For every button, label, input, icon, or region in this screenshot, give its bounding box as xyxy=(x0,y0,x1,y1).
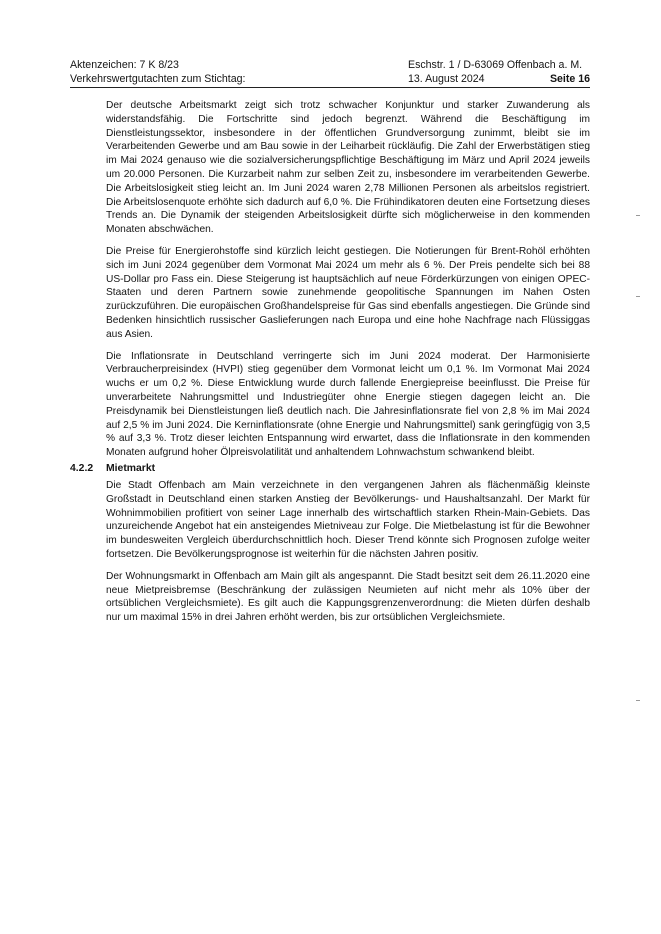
header-row-1 xyxy=(70,58,590,72)
page-header xyxy=(70,58,590,88)
section-title: Mietmarkt xyxy=(106,463,156,474)
page-number: Seite 16 xyxy=(549,73,590,85)
section-number: 4.2.2 xyxy=(70,463,94,474)
margin-mark xyxy=(636,296,640,297)
margin-mark xyxy=(636,215,640,216)
report-title: Verkehrswertgutachten zum Stichtag: xyxy=(70,73,246,85)
header-row-2 xyxy=(70,72,590,88)
paragraph-rent-control: Der Wohnungsmarkt in Offenbach am Main gilt als angespannt. Die Stadt besitzt seit dem 26.11.2020 eine neue Mietpreisbremse (Beschränkung der zulässigen Neumieten auf nicht mehr als 10% über der ortsüblichen Vergleichsmiete). Es gilt auch die Kappungsgrenzenverordnung: die Mieten dürfen deshalb nur um maximal 15% in drei Jahren erhöht werden, bis zur ortsüblichen Vergleichsmiete. xyxy=(106,570,590,624)
section-rental-market xyxy=(70,462,590,633)
paragraph-labor-market: Der deutsche Arbeitsmarkt zeigt sich trotz schwacher Konjunktur und starker Zuwanderung als widerstandsfähig. Die Fortschritte sind jedoch begrenzt. Während die Beschäftigung im Dienstleistungssektor, insbesondere in der öffentlichen Grundversorgung zunimmt, bleibt sie im Verarbeitenden Gewerbe und am Bau sowie in der Leiharbeit rückläufig. Die Zahl der Erwerbstätigen stieg im Mai 2024 genauso wie die sozialversicherungspflichtige Beschäftigung im März und April 2024 jeweils um 20.000 Personen. Die Kurzarbeit nahm zur selben Zeit zu, insbesondere im verarbeitenden Gewerbe. Die Arbeitslosigkeit stieg leicht an. Im Juni 2024 waren 2,78 Millionen Personen als arbeitslos registriert. Die Arbeitslosenquote erhöhte sich dadurch auf 6,0 %. Die Frühindikatoren deuten eine Fortsetzung dieses Trends an. Die Dynamik der steigenden Arbeitslosigkeit dürfte sich möglicherweise in den kommenden Monaten abschwächen. xyxy=(106,100,590,236)
office-address: Eschstr. 1 / D-63069 Offenbach a. M. xyxy=(408,59,583,71)
body-text xyxy=(106,99,590,468)
paragraph-energy-prices: Die Preise für Energierohstoffe sind kürzlich leicht gestiegen. Die Notierungen für Brent-Rohöl erhöhten sich im Juni 2024 gegenüber dem Vormonat Mai 2024 um mehr als 6 %. Der Preis pendelte sich bei 88 US-Dollar pro Fass ein. Diese Steigerung ist hauptsächlich auf neue Förderkürzungen von einigen OPEC-Staaten und deren Partnern sowie zunehmende geopolitische Spannungen im Nahen Osten zurückzuführen. Die europäischen Großhandelspreise für Gas sind ebenfalls angestiegen. Die Gründe sind Bedenken hinsichtlich russischer Gaslieferungen nach Europa und eine hohe Nachfrage nach Flüssiggas aus Asien. xyxy=(106,245,590,340)
case-number: Aktenzeichen: 7 K 8/23 xyxy=(70,59,179,71)
section-heading xyxy=(70,462,590,476)
margin-mark xyxy=(636,700,640,701)
header-right xyxy=(408,72,590,86)
report-date: 13. August 2024 xyxy=(408,73,485,85)
section-body xyxy=(106,479,590,625)
paragraph-offenbach-market: Die Stadt Offenbach am Main verzeichnete in den vergangenen Jahren als flächenmäßig kleinste Großstadt in Deutschland einen starken Anstieg der Bevölkerungs- und Haushaltsanzahl. Der Markt für Wohnimmobilien profitiert von seiner Lage innerhalb des wirtschaftlich starken Rhein-Main-Gebiets. Das unzureichende Angebot hat ein ansteigendes Mietniveau zur Folge. Die Mietbelastung ist für die Bewohner im bundesweiten Vergleich überdurchschnittlich hoch. Dieser Trend könnte sich Prognosen zufolge weiter fortsetzen. Die Bevölkerungsprognose ist weiterhin für die nächsten Jahren positiv. xyxy=(106,480,590,560)
paragraph-inflation: Die Inflationsrate in Deutschland verringerte sich im Juni 2024 moderat. Der Harmonisierte Verbraucherpreisindex (HVPI) stieg gegenüber dem Vormonat leicht um 0,1 %. Im Vormonat Mai 2024 wuchs er um 0,2 %. Diese Entwicklung wurde durch fallende Energiepreise beeinflusst. Die Preise für unverarbeitete Nahrungsmittel und Industriegüter ohne Energie stiegen dagegen leicht an. Die Preisdynamik bei Dienstleistungen ließ deutlich nach. Die Jahresinflationsrate fiel von 2,8 % im Mai 2024 auf 2,5 % im Juni 2024. Die Kerninflationsrate (ohne Energie und Nahrungsmittel) sank geringfügig von 3,5 % auf 3,3 %. Trotz dieser leichten Entspannung wird erwartet, dass die Inflationsrate in den kommenden Monaten aufgrund hoher Ölpreisvolatilität und anhaltendem Lohnwachstum schwankend bleibt. xyxy=(106,350,590,459)
